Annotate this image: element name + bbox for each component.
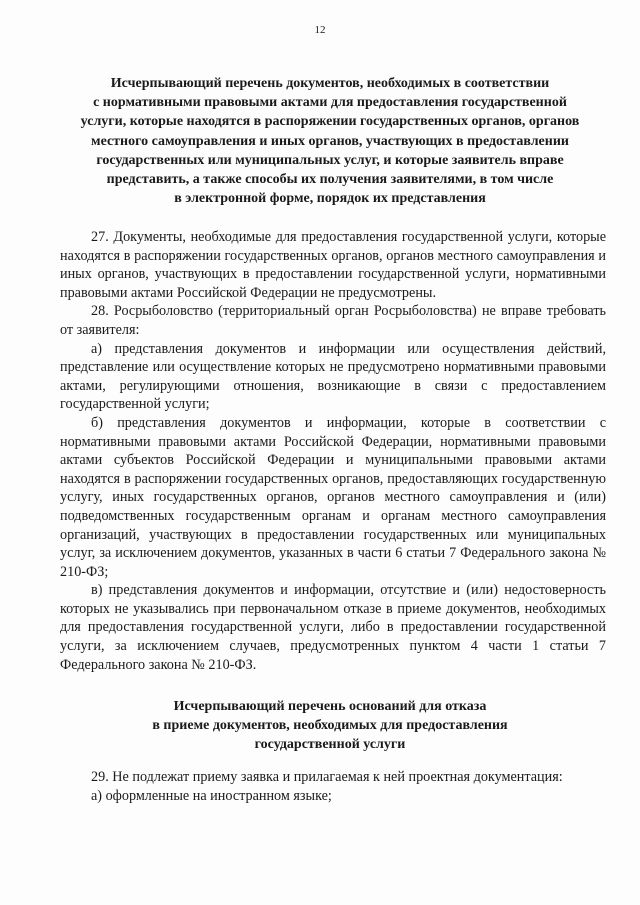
section-heading-refusal-grounds — [60, 697, 600, 755]
heading-line: Исчерпывающий перечень документов, необходимых в соответствии — [110, 76, 550, 91]
heading-line: в электронной форме, порядок их представления — [174, 191, 486, 207]
heading-line: Исчерпывающий перечень оснований для отказа — [173, 699, 487, 714]
heading-line: государственной услуги — [254, 737, 406, 753]
paragraph-29: 29. Не подлежат приему заявка и прилагаемая к ней проектная документация: — [91, 769, 563, 785]
paragraph-28-v: в) представления документов и информации, отсутствие и (или) недостоверность которых не указывались при первоначальном отказе в приеме документов, необходимых для предоставления государственной услуги, либо в предоставлении государственной услуги, за исключением случаев, предусмотренных пунктом 4 части 1 статьи 7 Федерального закона № 210-ФЗ. — [60, 582, 606, 673]
paragraph-28: 28. Росрыболовство (территориальный орган Росрыболовства) не вправе требовать от заявителя: — [60, 303, 606, 338]
section-body-refusal-grounds — [60, 768, 606, 805]
heading-line: услуги, которые находятся в распоряжении государственных органов, органов — [80, 114, 580, 130]
section-body-documents — [60, 228, 606, 674]
page-number: 12 — [314, 24, 326, 36]
heading-line: в приеме документов, необходимых для предоставления — [152, 718, 508, 734]
paragraph-28-a: а) представления документов и информации или осуществления действий, представление или осуществление которых не предусмотрено нормативными правовыми актами, регулирующими отношения, возникающие в связи с предоставлением государственной услуги; — [60, 340, 606, 413]
heading-line: с нормативными правовыми актами для предоставления государственной — [93, 95, 567, 111]
section-heading-documents — [60, 74, 600, 208]
paragraph-28-b: б) представления документов и информации, которые в соответствии с нормативными правовыми актами Российской Федерации, нормативными правовыми актами субъектов Российской Федерации и муниципальными правовыми актами находятся в распоряжении государственных органов, предоставляющих государственную услугу, иных государственных органов, органов местного самоуправления и (или) подведомственных государственным органам и органам местного самоуправления организаций, участвующих в предоставлении государственных или муниципальных услуг, за исключением документов, указанных в части 6 статьи 7 Федерального закона № 210-ФЗ; — [60, 414, 606, 580]
heading-line: местного самоуправления и иных органов, участвующих в предоставлении — [91, 133, 569, 149]
paragraph-29-a: а) оформленные на иностранном языке; — [91, 787, 332, 804]
heading-line: государственных или муниципальных услуг, и которые заявитель вправе — [96, 152, 564, 168]
paragraph-27: 27. Документы, необходимые для предоставления государственной услуги, которые находятся в распоряжении государственных органов, органов местного самоуправления и иных органов, участвующих в предоставлении государственной услуги, нормативными правовыми актами Российской Федерации не предусмотрены. — [60, 229, 606, 301]
heading-line: представить, а также способы их получения заявителями, в том числе — [106, 172, 554, 188]
